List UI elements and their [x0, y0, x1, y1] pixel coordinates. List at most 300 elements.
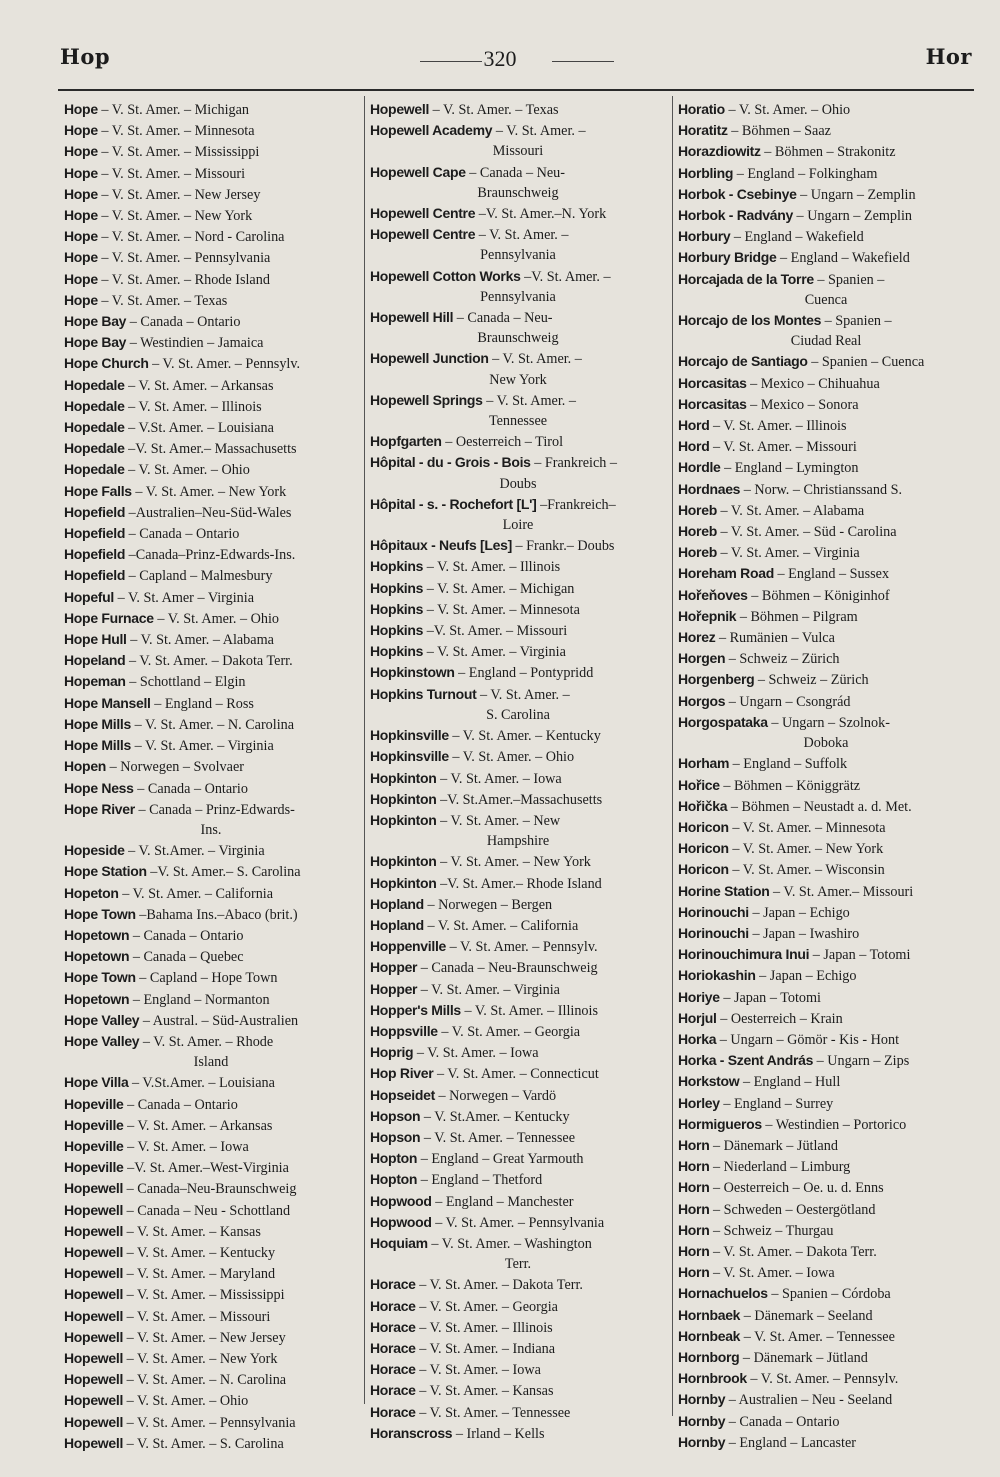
entry-headword: Hope Furnace	[64, 609, 154, 626]
entry-location: – V. St. Amer. – Rhode	[142, 1033, 274, 1050]
entry-headword: Hopewell	[64, 1307, 124, 1324]
dictionary-entry	[370, 768, 666, 789]
page-header	[0, 0, 1000, 95]
entry-headword: Hopeland	[64, 652, 126, 669]
dictionary-entry	[370, 578, 666, 599]
entry-headword: Hopper's Mills	[370, 1001, 461, 1018]
entry-location: – V. St. Amer. – Mississippi	[101, 144, 260, 161]
entry-location: – Böhmen – Neustadt a. d. Met.	[730, 798, 912, 815]
entry-headword: Hope Ness	[64, 779, 134, 796]
entry-headword: Horham	[678, 755, 730, 772]
dictionary-entry	[678, 1305, 974, 1326]
entry-headword: Horn	[678, 1242, 710, 1259]
entry-headword: Hořepnik	[678, 607, 737, 624]
entry-headword: Hope Falls	[64, 482, 132, 499]
entry-headword: Hopfgarten	[370, 433, 442, 450]
entry-location: – V. St. Amer. – Kentucky	[452, 728, 601, 745]
entry-headword: Hopkins	[370, 558, 424, 575]
entry-location: – V. St. Amer. – Washington	[431, 1235, 592, 1252]
dictionary-entry	[370, 789, 666, 810]
dictionary-entry	[678, 436, 974, 457]
entry-location: – V. St. Amer. – N. Carolina	[134, 716, 295, 733]
entry-location: – Ungarn – Gömör - Kis - Hont	[719, 1031, 900, 1048]
entry-location: – V. St.Amer. – Virginia	[128, 843, 265, 860]
entry-continuation	[370, 705, 666, 725]
entry-location: – Westindien – Portorico	[765, 1116, 907, 1133]
dictionary-entry	[678, 141, 974, 162]
entry-headword: Hopland	[370, 916, 424, 933]
column-1	[64, 99, 358, 1454]
entry-location: – V. St. Amer. – Alabama	[130, 632, 274, 649]
dictionary-entry	[678, 1156, 974, 1177]
entry-location: – Japan – Totomi	[812, 947, 911, 964]
dictionary-entry	[370, 662, 666, 683]
entry-continuation	[370, 474, 666, 494]
dictionary-entry	[370, 684, 666, 705]
dictionary-entry	[678, 542, 974, 563]
entry-headword: Hopton	[370, 1171, 418, 1188]
entry-location: – Ungarn – Csongrád	[728, 693, 851, 710]
entry-location: – Ungarn – Szolnok-	[771, 714, 890, 731]
entry-headword: Hope Mansell	[64, 694, 151, 711]
dictionary-entry	[64, 778, 358, 799]
entry-headword: Hopkinsville	[370, 727, 449, 744]
entry-headword: Hôpital - s. - Rochefort [L']	[370, 495, 537, 512]
entry-location: – Japan – Echigo	[752, 904, 850, 921]
dictionary-entry	[64, 629, 358, 650]
entry-headword: Hopetown	[64, 926, 130, 943]
dictionary-entry	[370, 452, 666, 473]
entry-headword: Horinouchi	[678, 924, 749, 941]
continuation-text: S. Carolina	[486, 706, 550, 723]
dictionary-entry	[370, 1338, 666, 1359]
entry-headword: Horicon	[678, 861, 729, 878]
dictionary-entry	[678, 247, 974, 268]
entry-headword: Hopeville	[64, 1116, 124, 1133]
dictionary-entry	[678, 648, 974, 669]
entry-continuation	[370, 287, 666, 307]
entry-headword: Hopeful	[64, 588, 115, 605]
entry-location: – England – Lymington	[724, 460, 859, 477]
dictionary-entry	[678, 1177, 974, 1198]
dictionary-entry	[370, 1169, 666, 1190]
entry-location: – Mexico – Sonora	[750, 396, 859, 413]
entry-headword: Hopwood	[370, 1213, 432, 1230]
entry-location: – V. St. Amer. – Georgia	[419, 1298, 558, 1315]
continuation-text: Pennsylvania	[480, 247, 556, 264]
dictionary-entry	[370, 936, 666, 957]
entry-location: – V. St. Amer. – Süd - Carolina	[720, 524, 897, 541]
entry-location: – Rumänien – Vulca	[718, 630, 835, 647]
entry-headword: Horace	[370, 1297, 416, 1314]
entry-location: – V. St. Amer. – Alabama	[720, 502, 865, 519]
dictionary-entry	[678, 753, 974, 774]
entry-headword: Hope Station	[64, 863, 147, 880]
dictionary-entry	[370, 725, 666, 746]
entry-location: – V. St. Amer. – Dakota Terr.	[419, 1277, 583, 1294]
dictionary-entry	[678, 373, 974, 394]
entry-headword: Hope Bay	[64, 334, 127, 351]
column-divider-2	[672, 96, 673, 1416]
continuation-text: Terr.	[504, 1256, 532, 1273]
entry-location: – V. St. Amer. – Tennessee	[423, 1129, 575, 1146]
entry-location: – V. St. Amer. – Iowa	[416, 1045, 539, 1062]
entry-headword: Hornbaek	[678, 1306, 741, 1323]
dictionary-entry	[678, 479, 974, 500]
dictionary-entry	[64, 523, 358, 544]
dictionary-entry	[370, 873, 666, 894]
entry-location: – Japan – Iwashiro	[752, 925, 860, 942]
continuation-text: Braunschweig	[477, 184, 559, 201]
entry-location: – V. St. Amer. – Texas	[432, 102, 559, 118]
entry-location: – V. St. Amer. – Missouri	[126, 1308, 271, 1325]
entry-headword: Hopwood	[370, 1192, 432, 1209]
dictionary-entry	[370, 348, 666, 369]
entry-headword: Hořeňoves	[678, 586, 748, 603]
entry-location: – V. St. Amer. – Minnesota	[732, 819, 886, 836]
dictionary-entry	[678, 1241, 974, 1262]
entry-location: – V. St. Amer. – Iowa	[440, 770, 562, 787]
entry-headword: Hornborg	[678, 1348, 740, 1365]
entry-headword: Hop River	[370, 1065, 434, 1082]
entry-headword: Hopewell Cape	[370, 163, 466, 180]
entry-headword: Hormigueros	[678, 1115, 762, 1132]
entry-headword: Horn	[678, 1221, 710, 1238]
entry-location: – V. St. Amer. – Pennsylvania	[435, 1214, 605, 1231]
entry-location: – Ungarn – Zemplin	[796, 208, 912, 225]
entry-location: – V. St. Amer. – New	[440, 812, 561, 829]
entry-headword: Hopkins	[370, 622, 424, 639]
entry-location: – V. St. Amer. – Pennsylvania	[126, 1414, 296, 1431]
dictionary-entry	[64, 1094, 358, 1115]
entry-location: – Canada – Prinz-Edwards-	[138, 801, 295, 818]
entry-location: – Böhmen – Königinhof	[751, 587, 890, 604]
header-dash-right	[552, 61, 614, 62]
entry-location: – V.St. Amer. – Louisiana	[128, 420, 274, 437]
entry-headword: Hornby	[678, 1412, 726, 1429]
entry-location: – V. St. Amer. – Illinois	[426, 559, 561, 576]
entry-location: – Dänemark – Jütland	[742, 1349, 868, 1366]
entry-location: – V. St. Amer. – Illinois	[419, 1319, 553, 1336]
dictionary-entry	[678, 691, 974, 712]
entry-headword: Hope	[64, 228, 98, 245]
dictionary-entry	[370, 1296, 666, 1317]
entry-headword: Hopewell	[64, 1434, 124, 1451]
entry-headword: Hope	[64, 249, 98, 266]
entry-location: – V. St. Amer. – Indiana	[419, 1340, 556, 1357]
dictionary-entry	[64, 1242, 358, 1263]
entry-location: – Australien – Neu - Seeland	[728, 1392, 893, 1409]
dictionary-entry	[64, 1136, 358, 1157]
entry-location: – Capland – Malmesbury	[128, 568, 273, 585]
entry-headword: Horeb	[678, 501, 717, 518]
dictionary-entry	[678, 563, 974, 584]
entry-location: – Norwegen – Vardö	[438, 1087, 557, 1104]
entry-location: –Canada–Prinz-Edwards-Ins.	[128, 547, 296, 564]
entry-location: – V. St. Amer. – Tennessee	[419, 1404, 571, 1421]
entry-location: – V. St. Amer. – Iowa	[419, 1362, 541, 1379]
entry-location: – V. St. Amer. – Michigan	[101, 102, 250, 118]
entry-headword: Horgospataka	[678, 713, 768, 730]
dictionary-entry	[678, 1135, 974, 1156]
dictionary-entry	[678, 1262, 974, 1283]
dictionary-entry	[64, 904, 358, 925]
dictionary-entry	[64, 417, 358, 438]
entry-location: – V. St. Amer. – Pennsylvania	[101, 250, 271, 267]
entry-location: – V. St. Amer. –	[495, 123, 586, 140]
entry-headword: Hopewell	[64, 1243, 124, 1260]
dictionary-entry	[678, 923, 974, 944]
dictionary-entry	[370, 1317, 666, 1338]
continuation-text: Island	[193, 1054, 229, 1071]
entry-location: – Dänemark – Jütland	[713, 1137, 838, 1154]
entry-continuation	[64, 1052, 358, 1072]
dictionary-entry	[678, 394, 974, 415]
entry-headword: Horicon	[678, 840, 729, 857]
continuation-text: Doboka	[803, 735, 849, 752]
dictionary-entry	[678, 351, 974, 372]
dictionary-entry	[678, 669, 974, 690]
dictionary-entry	[678, 1050, 974, 1071]
entry-location: – Canada – Neu-	[469, 164, 565, 181]
entry-location: – V. St. Amer. – New York	[126, 1350, 278, 1367]
dictionary-entry	[678, 627, 974, 648]
entry-continuation	[370, 328, 666, 348]
entry-headword: Horace	[370, 1339, 416, 1356]
entry-location: – Japan – Totomi	[723, 989, 821, 1006]
entry-location: – Canada – Ontario	[132, 927, 244, 944]
entry-headword: Horbok - Csebinye	[678, 185, 797, 202]
entry-location: – Canada – Ontario	[129, 314, 241, 331]
entry-headword: Hornbrook	[678, 1370, 747, 1387]
dictionary-entry	[64, 459, 358, 480]
entry-headword: Horley	[678, 1094, 720, 1111]
entry-headword: Hopkinstown	[370, 664, 455, 681]
dictionary-entry	[370, 1212, 666, 1233]
dictionary-entry	[370, 599, 666, 620]
dictionary-entry	[370, 390, 666, 411]
entry-location: – V. St. Amer. – Minnesota	[101, 123, 255, 140]
entry-headword: Horcajada de la Torre	[678, 270, 814, 287]
dictionary-entry	[678, 944, 974, 965]
entry-headword: Hopkins	[370, 600, 424, 617]
entry-location: –V. St. Amer.– Massachusetts	[128, 441, 297, 458]
entry-headword: Hopeman	[64, 673, 126, 690]
dictionary-entry	[678, 606, 974, 627]
entry-location: – V. St. Amer. – Ohio	[128, 462, 250, 479]
entry-headword: Hopewell	[64, 1413, 124, 1430]
entry-location: – Frankreich –	[534, 455, 617, 472]
entry-location: – Norwegen – Bergen	[427, 896, 553, 913]
entry-headword: Hopkins	[370, 643, 424, 660]
column-3	[678, 99, 974, 1453]
entry-headword: Horatitz	[678, 122, 728, 139]
entry-location: – England – Surrey	[723, 1095, 834, 1112]
entry-location: – Spanien – Cuenca	[811, 354, 925, 371]
entry-headword: Hopewell	[64, 1201, 124, 1218]
continuation-text: Ins.	[200, 821, 222, 838]
entry-location: – England – Folkingham	[736, 165, 878, 182]
entry-location: – Böhmen – Pilgram	[739, 608, 858, 625]
entry-location: – Schweiz – Zürich	[728, 651, 840, 668]
entry-headword: Hopewell Academy	[370, 122, 493, 139]
entry-location: –Australien–Neu-Süd-Wales	[128, 504, 292, 521]
dictionary-entry	[64, 1306, 358, 1327]
entry-location: – V. St. Amer. – New Jersey	[126, 1329, 286, 1346]
entry-location: –V. St. Amer.–West-Virginia	[127, 1160, 289, 1177]
entry-headword: Horcasitas	[678, 374, 747, 391]
dictionary-entry	[370, 162, 666, 183]
entry-headword: Horgen	[678, 650, 726, 667]
entry-headword: Hope	[64, 291, 98, 308]
page-number: 320	[483, 46, 517, 71]
dictionary-entry	[678, 1368, 974, 1389]
dictionary-entry	[64, 1031, 358, 1052]
dictionary-entry	[370, 1423, 666, 1444]
entry-location: – V. St. Amer. – Nord - Carolina	[101, 229, 285, 246]
dictionary-entry	[370, 307, 666, 328]
dictionary-entry	[678, 859, 974, 880]
entry-continuation	[678, 733, 974, 753]
dictionary-entry	[678, 500, 974, 521]
entry-location: – V. St. Amer. – Virginia	[420, 981, 560, 998]
dictionary-entry	[370, 1063, 666, 1084]
entry-headword: Hordle	[678, 459, 721, 476]
entry-headword: Horn	[678, 1264, 710, 1281]
entry-location: –V. St. Amer.–N. York	[478, 206, 607, 223]
entry-location: – V. St. Amer. – Dakota Terr.	[128, 653, 293, 670]
dictionary-entry	[370, 1085, 666, 1106]
entry-location: – Frankr.– Doubs	[515, 538, 615, 555]
entry-headword: Hopewell	[64, 1222, 124, 1239]
entry-location: – V. St. Amer. – California	[427, 917, 579, 934]
dictionary-entry	[370, 494, 666, 515]
entry-headword: Horjul	[678, 1009, 717, 1026]
entry-location: – V. St. Amer. – Illinois	[464, 1002, 598, 1019]
continuation-text: Ciudad Real	[790, 333, 862, 350]
entry-location: – V. St. Amer. – New York	[135, 483, 287, 500]
entry-headword: Hope Town	[64, 905, 136, 922]
dictionary-entry	[370, 1274, 666, 1295]
entry-headword: Hopeton	[64, 884, 119, 901]
continuation-text: Hampshire	[486, 833, 550, 850]
dictionary-entry	[678, 415, 974, 436]
entry-location: – Canada – Neu-Braunschweig	[420, 960, 598, 977]
dictionary-entry	[678, 205, 974, 226]
dictionary-entry	[370, 1402, 666, 1423]
dictionary-entry	[64, 608, 358, 629]
dictionary-entry	[64, 1433, 358, 1454]
entry-location: – V. St. Amer. – Ohio	[126, 1393, 249, 1410]
dictionary-entry	[64, 269, 358, 290]
entry-headword: Horcajo de los Montes	[678, 312, 822, 329]
entry-headword: Hoppenville	[370, 938, 447, 955]
entry-headword: Hopewell	[64, 1328, 124, 1345]
dictionary-entry	[370, 203, 666, 224]
entry-location: – England – Hull	[742, 1074, 841, 1091]
entry-continuation	[370, 515, 666, 535]
entry-headword: Horbury	[678, 228, 731, 245]
entry-location: – Canada – Ontario	[728, 1413, 840, 1430]
entry-location: – V.St.Amer. – Louisiana	[131, 1075, 275, 1092]
entry-location: – England – Pontypridd	[458, 665, 594, 682]
entry-headword: Hopefield	[64, 525, 126, 542]
dictionary-entry	[64, 141, 358, 162]
dictionary-entry	[370, 894, 666, 915]
continuation-text: Tennessee	[488, 413, 548, 430]
entry-headword: Hôpitaux - Neufs [Les]	[370, 537, 512, 554]
entry-continuation	[64, 820, 358, 840]
entry-continuation	[370, 831, 666, 851]
dictionary-entry	[678, 99, 974, 120]
dictionary-entry	[678, 184, 974, 205]
entry-headword: Hordnaes	[678, 480, 741, 497]
entry-location: –V. St.Amer.–Massachusetts	[440, 791, 603, 808]
entry-headword: Hope	[64, 185, 98, 202]
entry-location: – Mexico – Chihuahua	[750, 375, 880, 392]
entry-location: – V. St. Amer. – Virginia	[134, 738, 274, 755]
entry-location: – England – Thetford	[420, 1172, 543, 1189]
dictionary-entry	[64, 1412, 358, 1433]
dictionary-entry	[64, 1284, 358, 1305]
entry-location: – V. St.Amer. – Kentucky	[423, 1108, 570, 1125]
entry-location: – V. St. Amer. – N. Carolina	[126, 1372, 287, 1389]
entry-location: – V. St. Amer. –	[486, 392, 576, 409]
entry-headword: Horicon	[678, 818, 729, 835]
entry-location: – V. St. Amer. – S. Carolina	[126, 1435, 284, 1452]
entry-location: – V. St. Amer. – Arkansas	[128, 377, 274, 394]
dictionary-entry	[678, 1432, 974, 1453]
entry-location: – Schweiz – Zürich	[757, 672, 869, 689]
column-divider-1	[364, 96, 365, 1404]
entry-continuation	[370, 245, 666, 265]
dictionary-entry	[678, 817, 974, 838]
dictionary-entry	[678, 1199, 974, 1220]
entry-headword: Hopkins Turnout	[370, 685, 477, 702]
continuation-text: Pennsylvania	[480, 288, 556, 305]
dictionary-entry	[64, 714, 358, 735]
dictionary-entry	[64, 840, 358, 861]
dictionary-entry	[64, 756, 358, 777]
dictionary-entry	[678, 987, 974, 1008]
entry-headword: Horka - Szent András	[678, 1052, 814, 1069]
entry-location: – Canada – Ontario	[137, 780, 248, 797]
dictionary-entry	[678, 1114, 974, 1135]
entry-headword: Hopetown	[64, 990, 130, 1007]
entry-headword: Hopewell	[64, 1349, 124, 1366]
entry-headword: Horgenberg	[678, 671, 755, 688]
entry-location: – V. St. Amer. – Ohio	[452, 749, 575, 766]
dictionary-entry	[678, 1093, 974, 1114]
entry-headword: Hopefield	[64, 546, 126, 563]
entry-location: – V. St. Amer. – Ohio	[728, 102, 851, 118]
entry-location: – Böhmen – Strakonitz	[764, 144, 896, 161]
entry-headword: Hopewell Springs	[370, 391, 483, 408]
entry-location: – V. St. Amer. –	[480, 686, 570, 703]
entry-headword: Hopewell Centre	[370, 205, 476, 222]
continuation-text: Loire	[502, 517, 534, 534]
entry-headword: Hoppsville	[370, 1022, 438, 1039]
entry-headword: Hope Town	[64, 969, 136, 986]
entry-headword: Hopefield	[64, 503, 126, 520]
entry-location: – V. St. Amer. – Iowa	[713, 1265, 835, 1282]
dictionary-entry	[64, 502, 358, 523]
dictionary-entry	[370, 1191, 666, 1212]
entry-headword: Hořice	[678, 776, 720, 793]
dictionary-entry	[64, 481, 358, 502]
entry-headword: Hope Hull	[64, 631, 127, 648]
dictionary-entry	[370, 641, 666, 662]
